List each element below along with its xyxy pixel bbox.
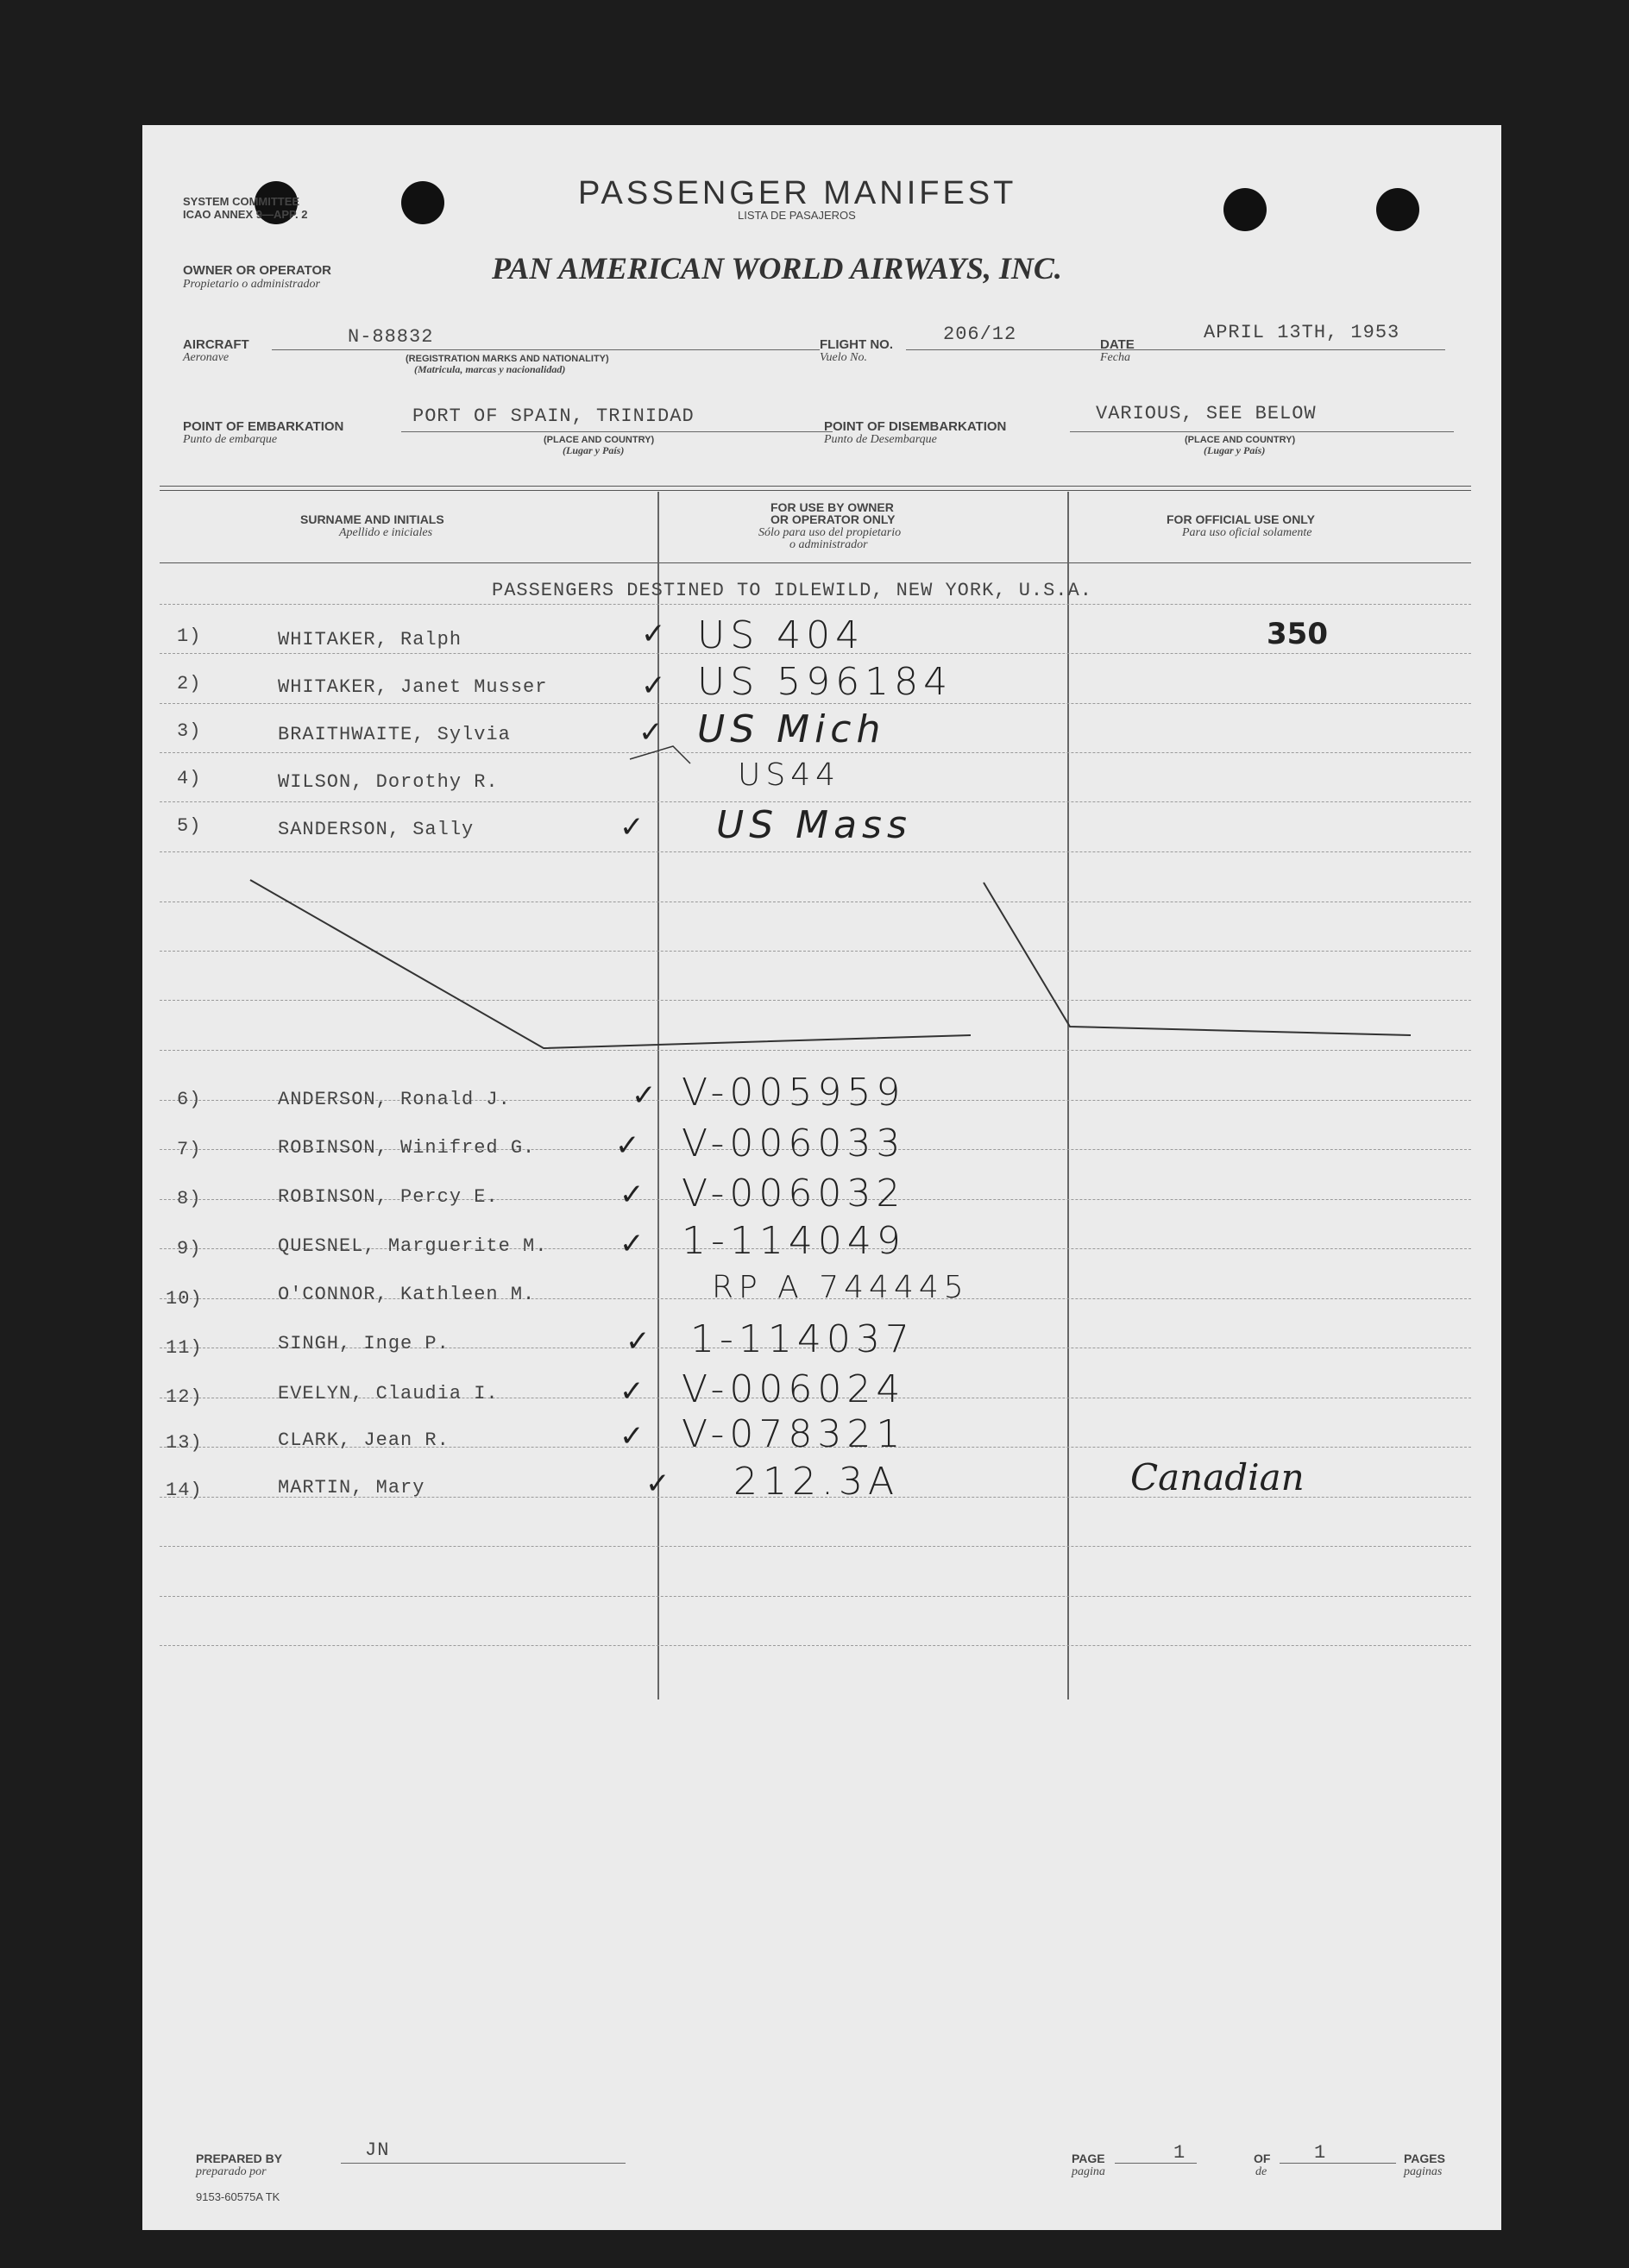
row-number: 10)	[166, 1288, 203, 1310]
passenger-document: US44	[738, 757, 841, 793]
col-surname-header-es: Apellido e iniciales	[339, 526, 433, 539]
aircraft-value: N-88832	[348, 326, 434, 348]
place-note: (PLACE AND COUNTRY)	[544, 435, 655, 445]
passenger-document: V-078321	[682, 1412, 906, 1456]
col-operator-header-es-1: Sólo para uso del propietario	[758, 526, 902, 539]
row-number: 13)	[166, 1432, 203, 1454]
check-mark: ✓	[632, 1078, 657, 1113]
date-label-es: Fecha	[1100, 351, 1130, 364]
disembarkation-value: VARIOUS, SEE BELOW	[1096, 403, 1317, 424]
official-note-top: 350	[1267, 617, 1328, 651]
registration-note: (REGISTRATION MARKS AND NATIONALITY)	[406, 354, 609, 364]
of-label-es: de	[1255, 2165, 1267, 2178]
flight-label-es: Vuelo No.	[820, 351, 867, 364]
check-mark: ✓	[620, 1419, 645, 1454]
of-label: OF	[1254, 2152, 1271, 2165]
check-mark: ✓	[638, 715, 664, 750]
row-number: 3)	[177, 720, 202, 742]
passenger-name: SANDERSON, Sally	[278, 819, 475, 840]
check-mark: ✓	[645, 1467, 670, 1501]
col-surname-header: SURNAME AND INITIALS	[300, 512, 444, 526]
manifest-sheet	[142, 125, 1501, 2230]
passenger-document: US 404	[697, 613, 865, 657]
date-value: APRIL 13TH, 1953	[1204, 322, 1400, 343]
passenger-name: ROBINSON, Winifred G.	[278, 1137, 536, 1159]
operator-name: PAN AMERICAN WORLD AIRWAYS, INC.	[492, 251, 1062, 286]
check-mark: ✓	[620, 1178, 645, 1212]
place-note-2: (PLACE AND COUNTRY)	[1185, 435, 1296, 445]
check-mark: ✓	[620, 1227, 645, 1261]
pages-label: PAGES	[1404, 2152, 1445, 2165]
prepared-label: PREPARED BY	[196, 2152, 283, 2165]
committee-line-1: SYSTEM COMMITTEE	[183, 195, 300, 208]
passenger-name: CLARK, Jean R.	[278, 1429, 450, 1451]
row-number: 5)	[177, 815, 202, 837]
row-number: 14)	[166, 1480, 203, 1501]
passenger-name: WHITAKER, Janet Musser	[278, 676, 548, 698]
row-number: 7)	[177, 1139, 202, 1160]
owner-label: OWNER OR OPERATOR	[183, 263, 331, 278]
embarkation-label: POINT OF EMBARKATION	[183, 419, 344, 434]
row-number: 11)	[166, 1337, 203, 1359]
passenger-name: ROBINSON, Percy E.	[278, 1186, 499, 1208]
row-number: 2)	[177, 673, 202, 694]
passenger-name: WHITAKER, Ralph	[278, 629, 462, 650]
prepared-label-es: preparado por	[196, 2165, 267, 2178]
check-mark: ✓	[620, 1374, 645, 1409]
passenger-document: V-006032	[682, 1172, 906, 1216]
row-number: 8)	[177, 1188, 202, 1209]
passenger-name: EVELYN, Claudia I.	[278, 1383, 499, 1404]
row-number: 4)	[177, 768, 202, 789]
of-value: 1	[1314, 2142, 1327, 2164]
manifest-title-es: LISTA DE PASAJEROS	[738, 209, 856, 222]
passenger-document: RP A 744445	[712, 1270, 969, 1305]
passenger-name: WILSON, Dorothy R.	[278, 771, 499, 793]
passenger-name: ANDERSON, Ronald J.	[278, 1089, 511, 1110]
row-number: 6)	[177, 1089, 202, 1110]
check-mark: ✓	[641, 617, 666, 651]
col-operator-header-1: FOR USE BY OWNER	[770, 500, 894, 514]
passenger-document: 1-114049	[682, 1219, 906, 1263]
embarkation-label-es: Punto de embarque	[183, 433, 278, 446]
page-label-es: pagina	[1072, 2165, 1105, 2178]
check-mark: ✓	[626, 1324, 651, 1359]
row-number: 1)	[177, 625, 202, 647]
flight-label: FLIGHT NO.	[820, 337, 893, 352]
disembarkation-label: POINT OF DISEMBARKATION	[824, 419, 1007, 434]
passenger-document: US 596184	[697, 660, 953, 704]
col-operator-header-es-2: o administrador	[789, 538, 868, 551]
committee-line-2: ICAO ANNEX 9—APP. 2	[183, 208, 308, 221]
passenger-name: QUESNEL, Marguerite M.	[278, 1235, 548, 1257]
registration-note-es: (Matricula, marcas y nacionalidad)	[414, 363, 566, 375]
passenger-document: 212.3A	[733, 1460, 900, 1504]
prepared-value: JN	[365, 2139, 390, 2161]
check-mark: ✓	[615, 1128, 640, 1163]
col-official-header-es: Para uso oficial solamente	[1182, 526, 1312, 539]
aircraft-label-es: Aeronave	[183, 351, 230, 364]
page-value: 1	[1173, 2142, 1186, 2164]
passenger-document: 1-114037	[690, 1317, 915, 1361]
disembarkation-label-es: Punto de Desembarque	[824, 433, 937, 446]
aircraft-label: AIRCRAFT	[183, 337, 249, 352]
manifest-title: PASSENGER MANIFEST	[578, 175, 1017, 211]
destination-line: PASSENGERS DESTINED TO IDLEWILD, NEW YORK, U.S.A.	[492, 580, 1092, 601]
col-operator-header-2: OR OPERATOR ONLY	[770, 512, 896, 526]
passenger-name: BRAITHWAITE, Sylvia	[278, 724, 511, 745]
embarkation-value: PORT OF SPAIN, TRINIDAD	[412, 405, 695, 427]
passenger-name: SINGH, Inge P.	[278, 1333, 450, 1354]
flight-value: 206/12	[943, 324, 1017, 345]
place-note-2-es: (Lugar y País)	[1204, 444, 1266, 456]
passenger-document: US Mich	[697, 707, 886, 751]
passenger-document: V-005959	[682, 1071, 906, 1115]
passenger-document: V-006024	[682, 1367, 906, 1411]
owner-label-es: Propietario o administrador	[183, 278, 320, 291]
passenger-document: V-006033	[682, 1121, 906, 1165]
place-note-es: (Lugar y País)	[563, 444, 625, 456]
passenger-document: US Mass	[716, 803, 912, 847]
check-mark: ✓	[620, 810, 645, 845]
passenger-name: O'CONNOR, Kathleen M.	[278, 1284, 536, 1305]
pages-label-es: paginas	[1404, 2165, 1443, 2178]
passenger-name: MARTIN, Mary	[278, 1477, 425, 1498]
row-number: 9)	[177, 1238, 202, 1260]
date-label: DATE	[1100, 337, 1135, 352]
page-label: PAGE	[1072, 2152, 1105, 2165]
check-mark: ✓	[641, 669, 666, 703]
col-official-header: FOR OFFICIAL USE ONLY	[1167, 512, 1315, 526]
official-note-canadian: Canadian	[1130, 1456, 1305, 1498]
row-number: 12)	[166, 1386, 203, 1408]
form-number: 9153-60575A TK	[196, 2190, 280, 2203]
